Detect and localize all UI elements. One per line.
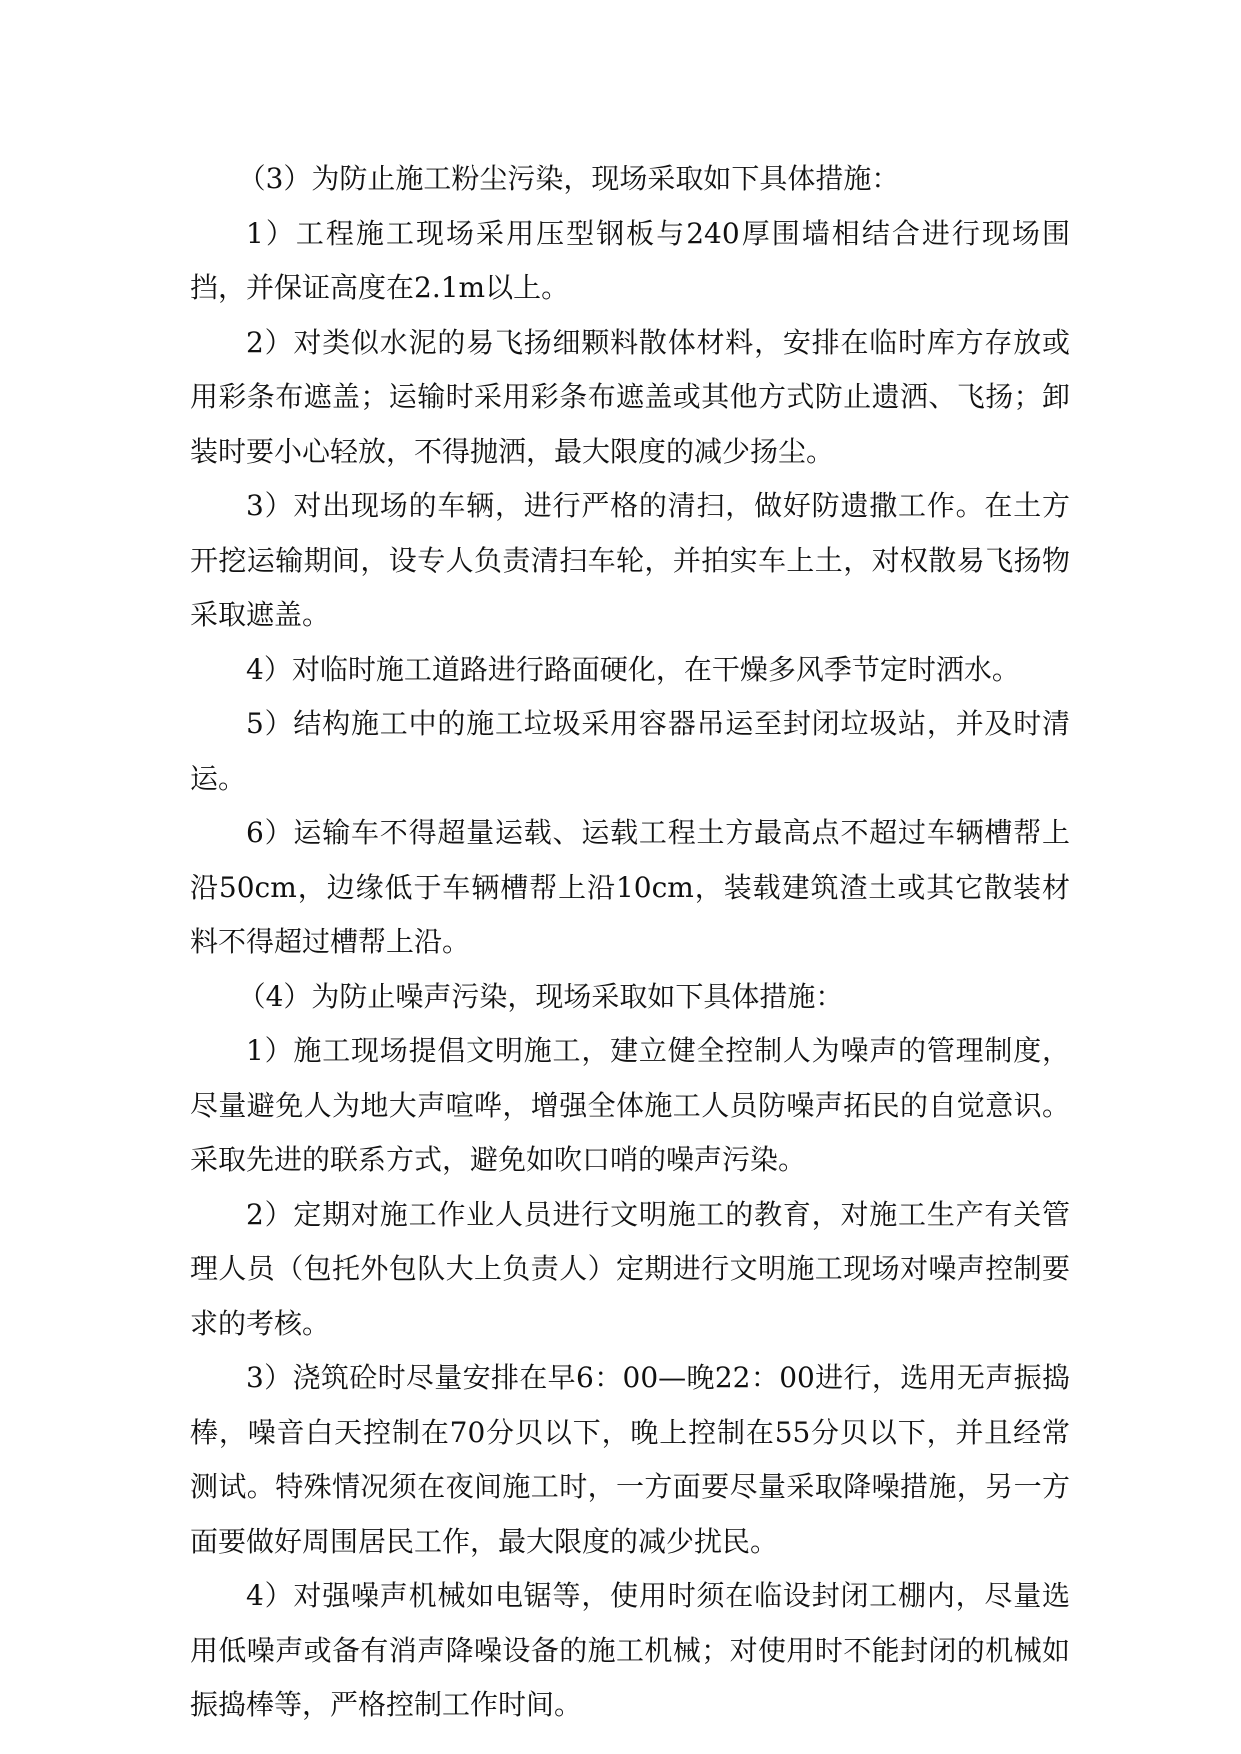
noise-measure-4: 4）对强噪声机械如电锯等，使用时须在临设封闭工棚内，尽量选用低噪声或备有消声降噪设备的施工机械；对使用时不能封闭的机械如振捣棒等，严格控制工作时间。 bbox=[190, 1579, 1070, 1721]
noise-measure-1: 1）施工现场提倡文明施工，建立健全控制人为噪声的管理制度，尽量避免人为地大声喧哗，增强全体施工人员防噪声拓民的自觉意识。采取先进的联系方式，避免如吹口哨的噪声污染。 bbox=[190, 1034, 1070, 1176]
section-heading-dust: （3）为防止施工粉尘污染，现场采取如下具体措施： bbox=[237, 162, 900, 195]
noise-measure-2: 2）定期对施工作业人员进行文明施工的教育，对施工生产有关管理人员（包托外包队大上负责人）定期进行文明施工现场对噪声控制要求的考核。 bbox=[190, 1197, 1070, 1340]
dust-measure-5: 5）结构施工中的施工垃圾采用容器吊运至封闭垃圾站，并及时清运。 bbox=[190, 707, 1070, 795]
dust-measure-4: 4）对临时施工道路进行路面硬化，在干燥多风季节定时洒水。 bbox=[246, 652, 1020, 686]
dust-measure-1: 1）工程施工现场采用压型钢板与240厚围墙相结合进行现场围挡，并保证高度在2.1m以上。 bbox=[190, 216, 1070, 304]
document-body bbox=[190, 152, 1070, 1733]
section-heading-noise: （4）为防止噪声污染，现场采取如下具体措施： bbox=[237, 979, 844, 1013]
dust-measure-6: 6）运输车不得超量运载、运载工程土方最高点不超过车辆槽帮上沿50cm，边缘低于车辆槽帮上沿10cm，装载建筑渣土或其它散装材料不得超过槽帮上沿。 bbox=[190, 816, 1070, 958]
dust-measure-2: 2）对类似水泥的易飞扬细颗料散体材料，安排在临时库方存放或用彩条布遮盖；运输时采用彩条布遮盖或其他方式防止遗洒、飞扬；卸装时要小心轻放，不得抛洒，最大限度的减少扬尘。 bbox=[190, 325, 1070, 468]
dust-measure-3: 3）对出现场的车辆，进行严格的清扫，做好防遗撒工作。在土方开挖运输期间，设专人负责清扫车轮，并拍实车上土，对权散易飞扬物采取遮盖。 bbox=[190, 489, 1070, 631]
noise-measure-3: 3）浇筑砼时尽量安排在早6：00—晚22：00进行，选用无声振捣棒，噪音白天控制在70分贝以下，晚上控制在55分贝以下，并且经常测试。特殊情况须在夜间施工时，一方面要尽量采取降噪措施，另一方面要做好周围居民工作，最大限度的减少扰民。 bbox=[190, 1361, 1070, 1558]
